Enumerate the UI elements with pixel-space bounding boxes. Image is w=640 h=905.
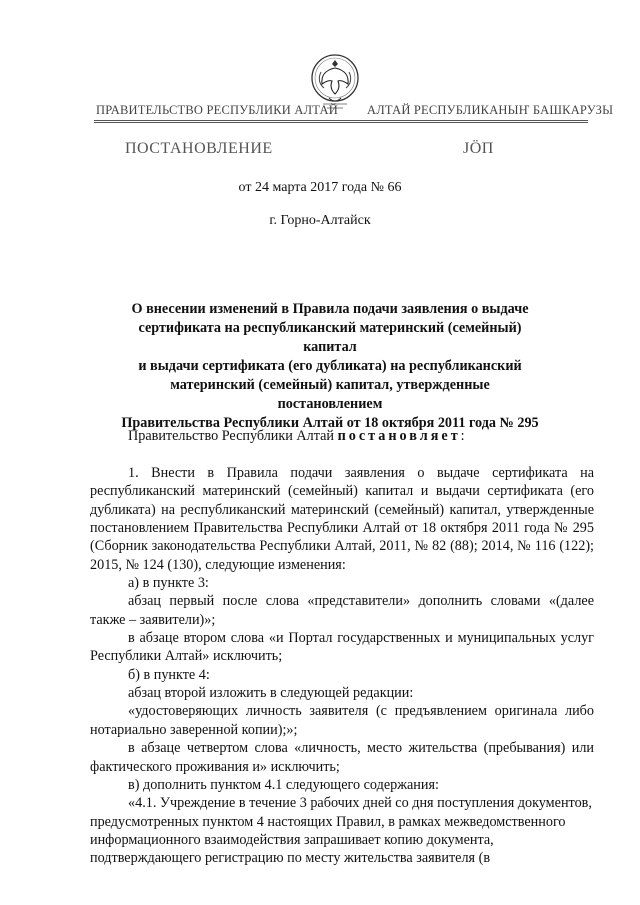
title-line: и выдачи сертификата (его дубликата) на республиканский bbox=[138, 358, 522, 374]
paragraph: в абзаце четвертом слова «личность, место жительства (пребывания) или фактического проживания и» исключить; bbox=[90, 740, 594, 775]
paragraph: а) в пункте 3: bbox=[128, 575, 209, 592]
paragraph: «удостоверяющих личность заявителя (с предъявлением оригинала либо нотариально заверенной копии);»; bbox=[90, 703, 594, 738]
paragraph: б) в пункте 4: bbox=[128, 666, 210, 683]
paragraph: абзац второй изложить в следующей редакции: bbox=[128, 685, 414, 702]
paragraph: в) дополнить пунктом 4.1 следующего содержания: bbox=[128, 776, 439, 793]
title-line: материнский (семейный) капитал, утвержденные постановлением bbox=[170, 377, 490, 412]
document-date: от 24 марта 2017 года № 66 bbox=[238, 180, 402, 195]
header-divider bbox=[94, 120, 588, 123]
doc-type-label-altai: ЈӦП bbox=[463, 140, 494, 157]
paragraph: 1. Внести в Правила подачи заявления о выдаче сертификата на республиканский материнский (семейный) капитал и выдачи сертификата (его дубликата) на республиканский материнский (семейный) капитал, утвержденные постановлением Правительства Республики Алтай от 18 октября 2011 года № 295 (Сборник законодательства Республики Алтай, 2011, № 82 (88); 2014, № 116 (122); 2015, № 124 (130), следующие изменения: bbox=[90, 465, 594, 573]
header-government-name-altai: АЛТАЙ РЕСПУБЛИКАНЫҤ БАШКАРУЗЫ bbox=[367, 103, 614, 117]
paragraph: абзац первый после слова «представители» дополнить словами «(далее также – заявители)»; bbox=[90, 593, 594, 628]
paragraph: в абзаце втором слова «и Портал государственных и муниципальных услуг Республики Алтай» исключить; bbox=[90, 630, 594, 665]
preamble-colon: : bbox=[460, 428, 465, 444]
preamble-text: Правительство Республики Алтай bbox=[128, 428, 338, 444]
document-place: г. Горно-Алтайск bbox=[269, 213, 371, 228]
title-line: Правительства Республики Алтай от 18 октября 2011 года № 295 bbox=[121, 415, 539, 431]
title-line: сертификата на республиканский материнский (семейный) капитал bbox=[138, 320, 522, 355]
title-line: О внесении изменений в Правила подачи заявления о выдаче bbox=[131, 301, 529, 317]
document-title bbox=[118, 300, 542, 433]
doc-type-label: ПОСТАНОВЛЕНИЕ bbox=[125, 140, 273, 157]
preamble-keyword: постановляет bbox=[337, 428, 461, 444]
paragraph: «4.1. Учреждение в течение 3 рабочих дней со дня поступления документов, предусмотренных пунктом 4 настоящих Правил, в рамках межведомственного информационного взаимодействия запрашивает копию документа, подтверждающего регистрацию по месту жительства заявителя (в bbox=[90, 795, 592, 867]
header-government-name: ПРАВИТЕЛЬСТВО РЕСПУБЛИКИ АЛТАЙ bbox=[96, 103, 338, 117]
document-body bbox=[90, 464, 594, 868]
preamble bbox=[128, 428, 465, 445]
